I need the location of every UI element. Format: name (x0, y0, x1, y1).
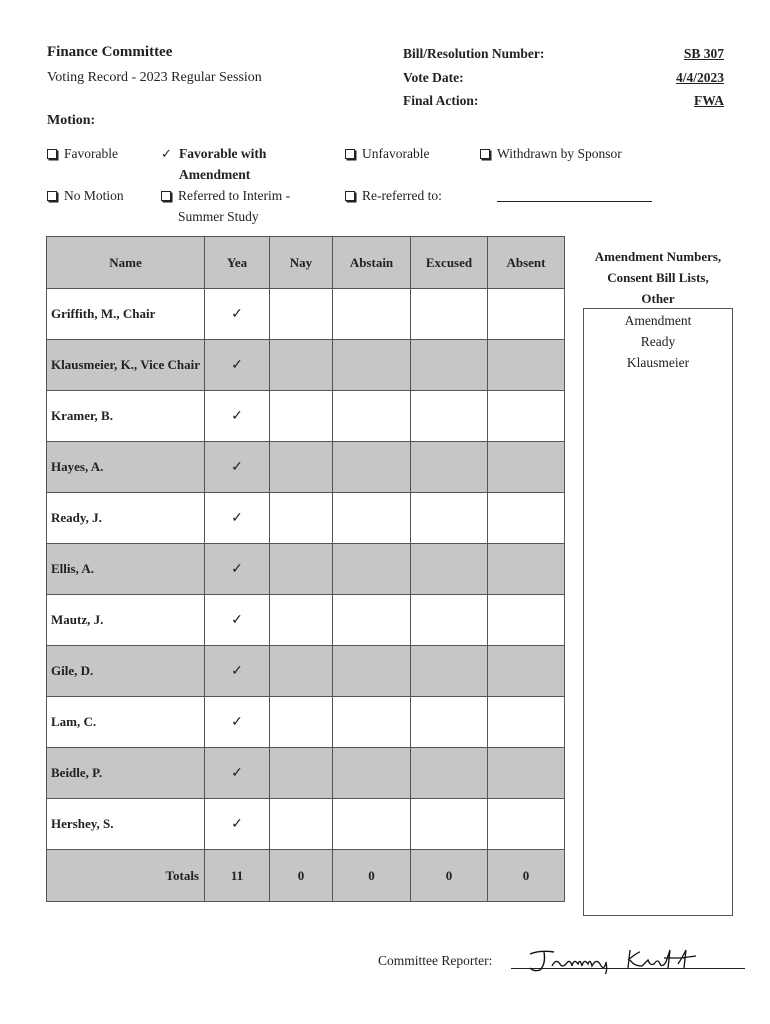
table-row (47, 799, 565, 850)
table-row (47, 646, 565, 697)
excused-cell (411, 340, 488, 391)
final-action-value: FWA (694, 93, 724, 108)
total-nay: 0 (270, 850, 333, 902)
excused-cell (411, 646, 488, 697)
member-name: Lam, C. (47, 697, 205, 748)
option-label: Withdrawn by Sponsor (497, 146, 622, 161)
absent-cell (488, 391, 565, 442)
reporter-signature (520, 944, 750, 974)
yea-cell: ✓ (205, 748, 270, 799)
table-row (47, 748, 565, 799)
absent-cell (488, 595, 565, 646)
abstain-cell (333, 493, 411, 544)
option-label: Favorable (64, 146, 118, 161)
member-name: Ready, J. (47, 493, 205, 544)
absent-cell (488, 442, 565, 493)
abstain-cell (333, 391, 411, 442)
yea-cell: ✓ (205, 493, 270, 544)
nay-cell (270, 442, 333, 493)
member-name: Hershey, S. (47, 799, 205, 850)
yea-cell: ✓ (205, 289, 270, 340)
option-label-line-1: Favorable with (179, 146, 267, 161)
nay-cell (270, 646, 333, 697)
abstain-cell (333, 697, 411, 748)
absent-cell (488, 544, 565, 595)
header-absent: Absent (488, 237, 565, 289)
member-name: Griffith, M., Chair (47, 289, 205, 340)
abstain-cell (333, 442, 411, 493)
final-action-label: Final Action: (403, 93, 479, 108)
yea-cell: ✓ (205, 697, 270, 748)
excused-cell (411, 544, 488, 595)
abstain-cell (333, 289, 411, 340)
option-label-line-1: Referred to Interim - (178, 188, 291, 203)
abstain-cell (333, 544, 411, 595)
table-row (47, 340, 565, 391)
yea-cell: ✓ (205, 544, 270, 595)
amendments-box (583, 308, 733, 916)
amendments-header (583, 246, 733, 309)
checkbox-empty-icon (47, 191, 57, 201)
nay-cell (270, 697, 333, 748)
committee-title: Finance Committee (47, 44, 173, 60)
table-row (47, 442, 565, 493)
table-row (47, 595, 565, 646)
checkbox-empty-icon (480, 149, 490, 159)
member-name: Kramer, B. (47, 391, 205, 442)
checkmark-icon: ✓ (161, 146, 172, 161)
absent-cell (488, 748, 565, 799)
yea-cell: ✓ (205, 391, 270, 442)
option-label: Unfavorable (362, 146, 430, 161)
table-header-row (47, 237, 565, 289)
excused-cell (411, 493, 488, 544)
total-absent: 0 (488, 850, 565, 902)
bill-number-value: SB 307 (683, 46, 724, 61)
total-abstain: 0 (333, 850, 411, 902)
vote-date-label: Vote Date: (403, 70, 464, 85)
option-label (179, 143, 266, 185)
motion-label: Motion: (47, 113, 96, 128)
member-name: Ellis, A. (47, 544, 205, 595)
total-excused: 0 (411, 850, 488, 902)
nay-cell (270, 289, 333, 340)
member-name: Beidle, P. (47, 748, 205, 799)
excused-cell (411, 595, 488, 646)
option-withdrawn (480, 143, 622, 164)
abstain-cell (333, 799, 411, 850)
totals-row (47, 850, 565, 902)
yea-cell: ✓ (205, 595, 270, 646)
header-excused: Excused (411, 237, 488, 289)
option-label: No Motion (64, 188, 124, 203)
excused-cell (411, 697, 488, 748)
nay-cell (270, 748, 333, 799)
checkbox-empty-icon (345, 191, 355, 201)
nay-cell (270, 391, 333, 442)
option-label: Re-referred to: (362, 188, 442, 203)
table-row (47, 544, 565, 595)
abstain-cell (333, 595, 411, 646)
checkbox-empty-icon (161, 191, 171, 201)
header-name: Name (47, 237, 205, 289)
vote-date-value: 4/4/2023 (675, 70, 724, 85)
session-subtitle: Voting Record - 2023 Regular Session (47, 70, 262, 85)
excused-cell (411, 442, 488, 493)
member-name: Klausmeier, K., Vice Chair (47, 340, 205, 391)
checkbox-empty-icon (345, 149, 355, 159)
absent-cell (488, 493, 565, 544)
member-name: Hayes, A. (47, 442, 205, 493)
nay-cell (270, 544, 333, 595)
member-name: Gile, D. (47, 646, 205, 697)
option-rereferred (345, 185, 442, 206)
abstain-cell (333, 340, 411, 391)
amendments-header-line-2: Consent Bill Lists, (607, 270, 709, 285)
absent-cell (488, 289, 565, 340)
amendment-line: Amendment (624, 313, 692, 328)
nay-cell (270, 340, 333, 391)
option-no-motion (47, 185, 124, 206)
option-label-line-2: Amendment (179, 167, 251, 182)
absent-cell (488, 799, 565, 850)
absent-cell (488, 340, 565, 391)
nay-cell (270, 595, 333, 646)
header-abstain: Abstain (333, 237, 411, 289)
rereferred-blank-line (497, 201, 652, 202)
bill-number-label: Bill/Resolution Number: (403, 46, 545, 61)
excused-cell (411, 289, 488, 340)
amendment-line: Ready (640, 334, 676, 349)
committee-reporter-label: Committee Reporter: (378, 953, 493, 968)
excused-cell (411, 391, 488, 442)
absent-cell (488, 646, 565, 697)
excused-cell (411, 799, 488, 850)
excused-cell (411, 748, 488, 799)
voting-table (46, 236, 565, 902)
abstain-cell (333, 748, 411, 799)
total-yea: 11 (205, 850, 270, 902)
amendments-header-line-3: Other (641, 291, 675, 306)
amendments-header-line-1: Amendment Numbers, (594, 249, 722, 264)
abstain-cell (333, 646, 411, 697)
option-favorable-with-amendment (161, 143, 266, 185)
table-row (47, 697, 565, 748)
yea-cell: ✓ (205, 340, 270, 391)
option-favorable (47, 143, 118, 164)
member-name: Mautz, J. (47, 595, 205, 646)
option-label (178, 185, 290, 227)
header-nay: Nay (270, 237, 333, 289)
option-label-line-2: Summer Study (178, 209, 259, 224)
yea-cell: ✓ (205, 442, 270, 493)
amendment-line: Klausmeier (626, 355, 690, 370)
nay-cell (270, 799, 333, 850)
yea-cell: ✓ (205, 646, 270, 697)
totals-label: Totals (47, 850, 205, 902)
nay-cell (270, 493, 333, 544)
option-unfavorable (345, 143, 429, 164)
option-referred-interim (161, 185, 290, 227)
checkbox-empty-icon (47, 149, 57, 159)
yea-cell: ✓ (205, 799, 270, 850)
header-yea: Yea (205, 237, 270, 289)
table-row (47, 289, 565, 340)
table-row (47, 391, 565, 442)
absent-cell (488, 697, 565, 748)
table-row (47, 493, 565, 544)
